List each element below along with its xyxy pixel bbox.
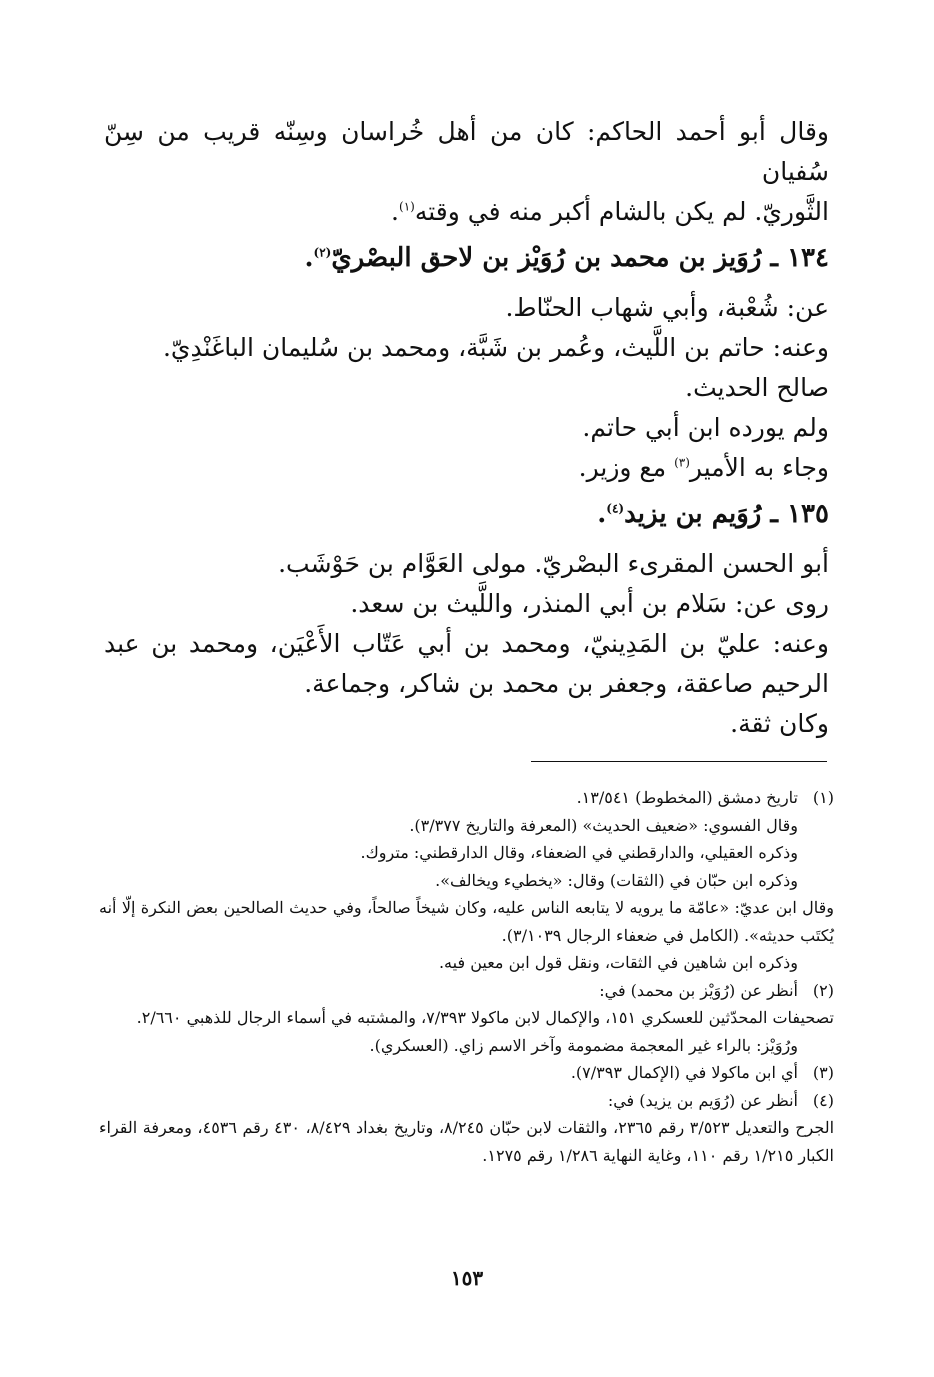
- footnote-ref[interactable]: (٢): [313, 245, 332, 260]
- footnote-number: (٤): [812, 1090, 834, 1110]
- footnote-line: أنظر عن (رُوَيم بن يزيد) في:: [607, 1090, 798, 1110]
- footnote-line: ورُوَيْز: بالراء غير المعجمة مضمومة وآخر الاسم زاي. (العسكري).: [369, 1035, 798, 1055]
- footnote-number: (١): [812, 788, 834, 807]
- footnote-ref[interactable]: (٣): [674, 455, 690, 470]
- entry-134-students: وعنه: حاتم بن اللَّيث، وعُمر بن شَبَّة، ومحمد بن سُليمان الباغَنْدِيّ.: [162, 333, 829, 362]
- footnote-number: (٢): [812, 980, 834, 1000]
- footnote-ref[interactable]: (١): [399, 199, 415, 214]
- main-text: [104, 112, 829, 744]
- entry-134-note: وجاء به الأمير$^{(٣)}$ مع وزير.: [578, 453, 829, 482]
- footnote-line: أنظر عن (رُوَيْز بن محمد) في:: [599, 980, 798, 1000]
- footnote-line: وقال الفسوي: «ضعيف الحديث» (المعرفة والتاريخ ٣/٣٧٧).: [409, 815, 798, 835]
- footnote-ref[interactable]: (٤): [606, 501, 625, 516]
- entry-135-students: وعنه: عليّ بن المَدِينيّ، ومحمد بن أبي عَتّاب الأَعْيَن، ومحمد بن عبد الرحيم صاعقة، وجعفر بن محمد بن شاكر، وجماعة.: [104, 629, 829, 698]
- entry-135-teachers: روى عن: سَلام بن أبي المنذر، واللَّيث بن سعد.: [350, 589, 829, 618]
- footnote-line: تاريخ دمشق (المخطوط) ١٣/٥٤١.: [576, 788, 798, 807]
- entry-134-teachers: عن: شُعْبة، وأبي شهاب الحنّاط.: [505, 293, 829, 322]
- footnote-number: (٣): [812, 1063, 834, 1082]
- footnote-3: [99, 1059, 834, 1087]
- footnote-divider: [531, 761, 827, 762]
- page-number: ١٥٣: [450, 1266, 484, 1290]
- footnote-line: الجرح والتعديل ٣/٥٢٣ رقم ٢٣٦٥، والثقات لابن حبّان ٨/٢٤٥، وتاريخ بغداد ٨/٤٢٩، ٤٣٠ رقم ٤٥٣٦، ومعرفة القراء الكبار ١/٢١٥ رقم ١١٠، وغاية النهاية ١/٢٨٦ رقم ١٢٧٥.: [99, 1118, 835, 1165]
- intro-line: الثَّوريّ. لم يكن بالشام أكبر منه في وقته$^{(١)}$.: [391, 197, 829, 226]
- footnote-line: أي ابن ماكولا في (الإكمال ٧/٣٩٣).: [570, 1063, 798, 1082]
- intro-line: وقال أبو أحمد الحاكم: كان من أهل خُراسان وسِنّه قريب من سِنّ سُفيان: [104, 117, 829, 186]
- entry-heading-135: ١٣٥ ـ رُوَيم بن يزيد$^{(٤)}$.: [597, 499, 829, 529]
- footnote-line: وذكره العقيلي، والدارقطني في الضعفاء، وقال الدارقطني: متروك.: [360, 843, 798, 862]
- footnotes: [99, 784, 834, 1169]
- footnote-2: [99, 977, 834, 1060]
- footnote-line: وقال ابن عديّ: «عامّة ما يرويه لا يتابعه الناس عليه، وكان شيخاً صالحاً، وفي حديث الصالحين بعض النكرة إلّا أنه يُكتَب حديثه». (الكامل في ضعفاء الرجال ٣/١٠٣٩).: [99, 898, 835, 945]
- entry-135-kunya: أبو الحسن المقرىء البصْريّ. مولى العَوَّام بن حَوْشَب.: [278, 549, 829, 578]
- footnote-line: وذكره ابن حبّان في (الثقات) وقال: «يخطيء ويخالف».: [435, 870, 798, 890]
- footnote-1: [99, 784, 834, 977]
- footnote-4: [99, 1087, 834, 1170]
- entry-heading-134: ١٣٤ ـ رُوَيز بن محمد بن رُوَيْز بن لاحق البصْريّ$^{(٢)}$.: [304, 243, 829, 273]
- entry-134-note: ولم يورده ابن أبي حاتم.: [582, 413, 829, 442]
- footnote-line: وذكره ابن شاهين في الثقات، ونقل قول ابن معين فيه.: [438, 953, 798, 972]
- footnote-line: تصحيفات المحدّثين للعسكري ١٥١، والإكمال لابن ماكولا ٧/٣٩٣، والمشتبه في أسماء الرجال للذهبي ٢/٦٦٠.: [136, 1008, 834, 1027]
- entry-135-grade: وكان ثقة.: [730, 709, 829, 738]
- entry-134-grade: صالح الحديث.: [685, 373, 829, 402]
